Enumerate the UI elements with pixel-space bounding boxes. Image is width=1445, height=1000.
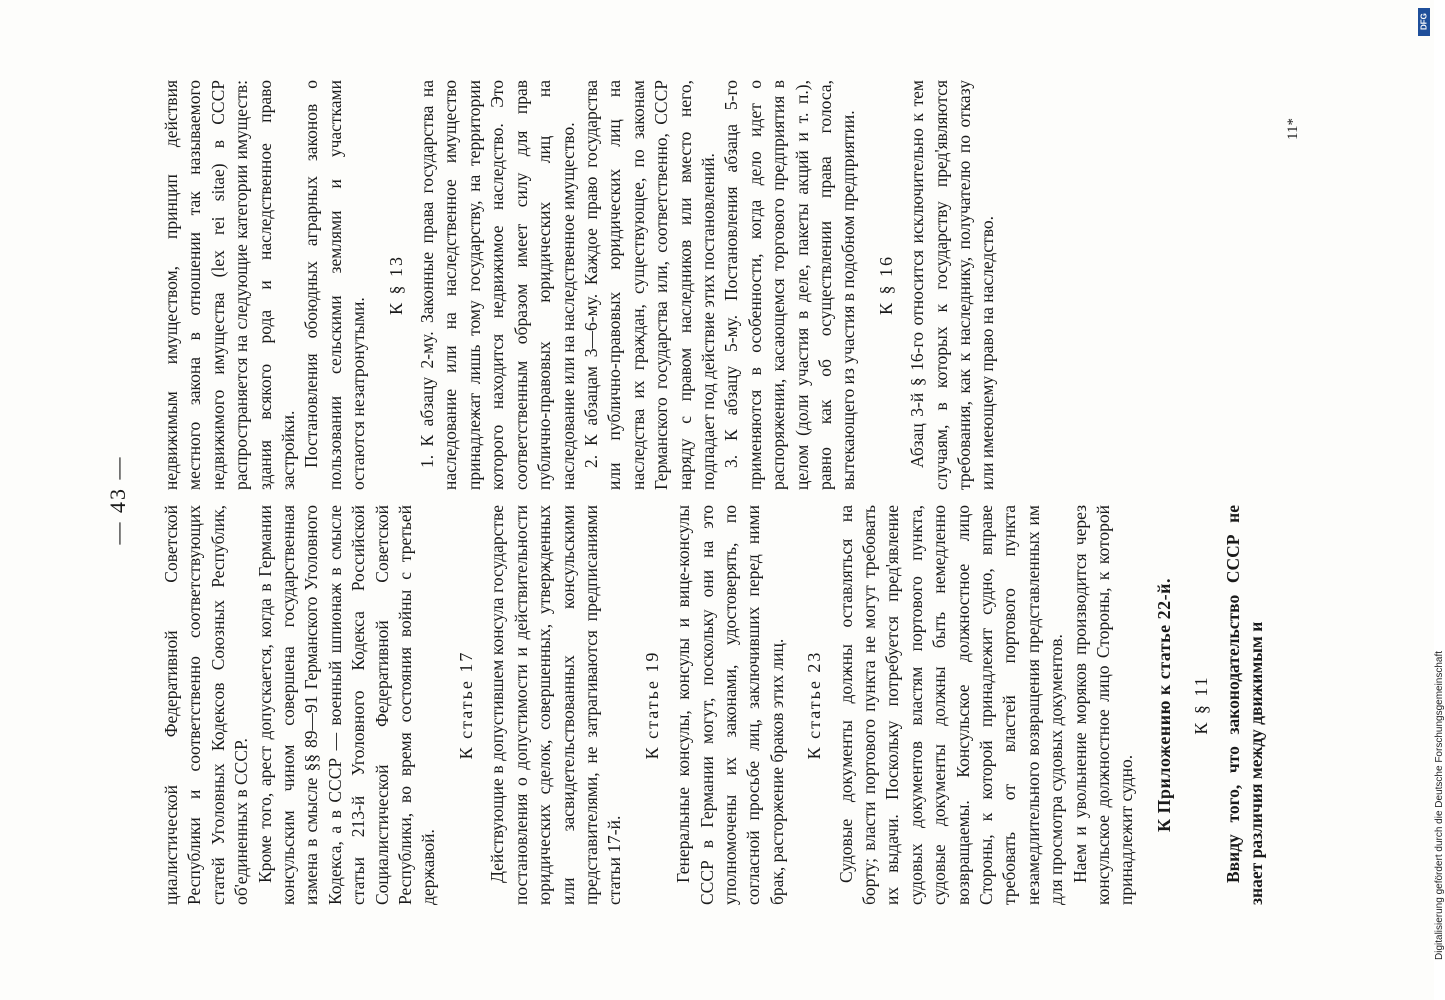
paragraph: 1. К абзацу 2-му. Законные права государства на наследование или на наследственное имущество принадлежат лишь тому государству, на территории которого находится недвижимое наследство. Это соответственным образом имеет силу для прав публично-правовых юридических лиц на наследование или на наследственное имущество. bbox=[417, 80, 578, 490]
left-column bbox=[160, 505, 1268, 905]
paragraph: Действующие в допустившем консула государстве постановления о допустимости и действительности юридических сделок, совершенных, утвержденных или засвидетельствованных консульскими представителями, не затрагиваются предписаниями статьи 17-й. bbox=[487, 505, 625, 905]
paragraph: 3. К абзацу 5-му. Постановления абзаца 5-го применяются в особенности, когда дело идет о распоряжении, касающемся торгового предприятия в целом (доли участия в деле, пакеты акций и т. п.), равно как об осуществлении права голоса, вытекающего из участия в подобном предприятии. bbox=[721, 80, 859, 490]
paragraph: Абзац 3-й § 16-го относится исключительно к тем случаям, в которых к государству пред'являются требования, как к наследнику, получателю по отказу или имеющему право на наследство. bbox=[907, 80, 998, 490]
paragraph: Кроме того, арест допускается, когда в Германии консульским чином совершена государственная измена в смысле §§ 89—91 Германского Уголовного Кодекса, а в СССР — военный шпионаж в смысле статьи 213-й Уголовного Кодекса Российской Социалистической Федеративной Советской Республики, во время состояния войны с третьей державой. bbox=[254, 505, 439, 905]
section-heading: К статье 19 bbox=[641, 650, 662, 760]
paragraph: циалистической Федеративной Советской Республики и соответственно соответствующих статей Уголовных Кодексов Союзных Республик, об'единенных в СССР. bbox=[161, 505, 252, 905]
page-signature-mark: 11* bbox=[1285, 118, 1301, 140]
digitization-credit: Digitalisierung gefördert durch die Deutsche Forschungsgemeinschaft bbox=[1434, 650, 1445, 960]
section-heading: К § 11 bbox=[1191, 675, 1212, 735]
paragraph: недвижимым имуществом, принцип действия местного закона в отношении так называемого недвижимого имущества (lex rei sitae) в СССР распространяется на следующие категории имуществ: здания всякого рода и наследственное право застройки. bbox=[161, 80, 299, 490]
page-number: — 43 — bbox=[105, 455, 130, 545]
rotated-document-page bbox=[105, 0, 1405, 1000]
section-heading: К § 13 bbox=[385, 255, 406, 316]
right-column bbox=[160, 80, 1000, 490]
section-heading: К статье 23 bbox=[804, 650, 825, 760]
paragraph: Судовые документы должны оставляться на борту; власти портового пункта не могут требовать их выдачи. Поскольку потребуется пред'явление судовых документов властям портового пункта, судовые документы должны быть немедленно возвращаемы. Консульское должностное лицо Стороны, к которой принадлежит судно, вправе требовать от властей портового пункта незамедлительного возвращения представленных им для просмотра судовых документов. bbox=[835, 505, 1067, 905]
paragraph: 2. К абзацам 3—6-му. Каждое право государства или публично-правовых юридических лиц на наследства их граждан, существующее, по законам Германского государства или, соответственно, СССР наряду с правом наследников или вместо него, подпадает под действие этих постановлений. bbox=[580, 80, 718, 490]
section-heading: К статье 17 bbox=[455, 650, 476, 760]
paragraph: Ввиду того, что законодательство СССР не знает различия между движимым и bbox=[1222, 505, 1267, 905]
paragraph: Постановления обоюдных аграрных законов о пользовании сельскими землями и участками остаются незатронутыми. bbox=[301, 80, 369, 490]
dfg-logo: DFG bbox=[1418, 8, 1430, 36]
paragraph: Генеральные консулы, консулы и вице-консулы СССР в Германии могут, поскольку они на это уполномочены их законами, удостоверять, по согласной просьбе лиц, заключивших перед ними брак, расторжение браков этих лиц. bbox=[673, 505, 787, 905]
section-heading: К § 16 bbox=[875, 255, 896, 316]
appendix-heading: К Приложению к статье 22-й. bbox=[1153, 577, 1174, 833]
paragraph: Наем и увольнение моряков производится через консульское должностное лицо Стороны, к которой принадлежит судно. bbox=[1069, 505, 1137, 905]
